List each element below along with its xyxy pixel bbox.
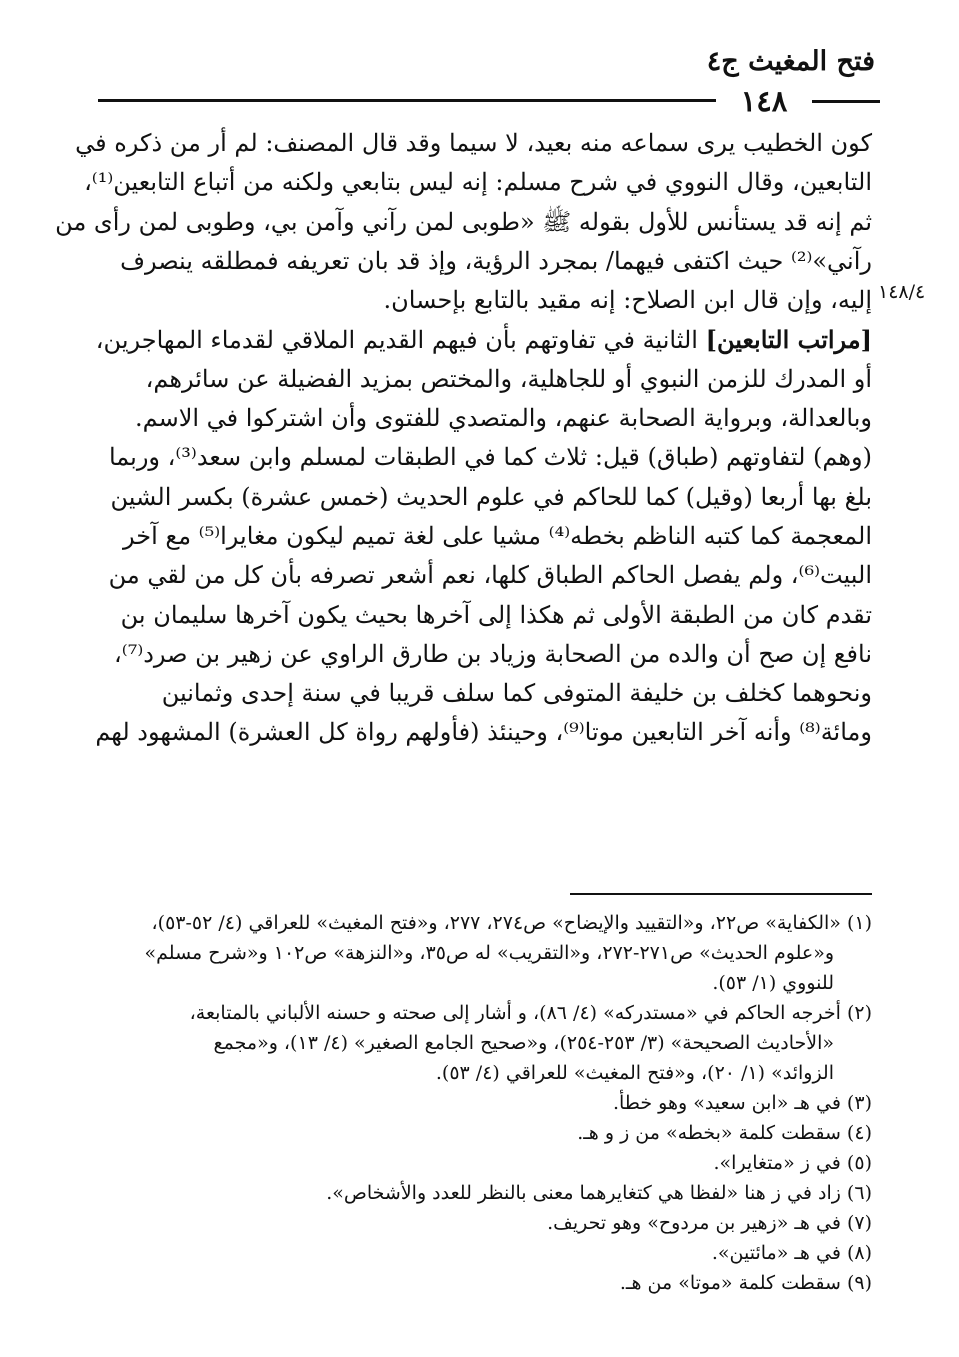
footnote-2-cont-1: «الأحاديث الصحيحة» (٣/ ٢٥٣-٢٥٤)، و«صحيح الجامع الصغير» (٤/ ١٣)، و«مجمع (213, 1032, 834, 1054)
footnote-7: (٧) في هـ «زهير بن مردوح» وهو تحريف. (547, 1212, 872, 1234)
body-line-10: بلغ بها أربعا (وقيل) كما للحاكم في علوم الحديث (خمس عشرة) بكسر الشين (110, 482, 872, 511)
footnote-3: (٣) في هـ «ابن سعيد» وهو خطأ. (612, 1092, 872, 1114)
footnote-1-cont-2: للنووي (١/ ٥٣). (712, 972, 834, 994)
body-line-1: كون الخطيب يرى سماعه منه بعيد، لا سيما وقد قال المصنف: لم أر من ذكره في (75, 129, 872, 157)
footnote-1: (١) «الكفاية» ص٢٢، و«التقييد والإيضاح» ص٢٧٤، ٢٧٧، و«فتح المغيث» للعراقي (٤/ ٥٢-٥٣)، (151, 912, 872, 934)
footnote-8: (٨) في هـ «مائتين». (711, 1242, 872, 1264)
page-number: ١٤٨ (740, 84, 788, 118)
footnote-4: (٤) سقطت كلمة «بخطه» من ز و هـ. (577, 1122, 872, 1144)
footnote-1-cont-1: و«علوم الحديث» ص٢٧١-٢٧٢، و«التقريب» له ص٣٥، و«النزهة» ص١٠٢ و«شرح مسلم» (144, 942, 834, 964)
body-line-7: أو المدرك للزمن النبوي أو للجاهلية، والمختص بمزيد الفضيلة عن سائرهم، (145, 364, 872, 393)
body-line-15: ونحوهما كخلف بن خليفة المتوفى كما سلف قريبا في سنة إحدى وثمانين (161, 679, 872, 708)
section-heading: [مراتب التابعين] (705, 325, 872, 355)
body-line-11: المعجمة كما كتبه الناظم بخطه⁽⁴⁾ مشيا على لغة تميم ليكون مغايرا⁽⁵⁾ مع آخر (123, 521, 872, 550)
body-line-2: التابعين، وقال النووي في شرح مسلم: إنه ليس بتابعي ولكنه من أتباع التابعين⁽¹⁾، (84, 168, 872, 197)
body-line-14: نافع إن صح أن والده من الصحابة وزياد بن طارق الراوي عن زهير بن صرد⁽⁷⁾، (114, 639, 872, 668)
footnote-2-cont-2: الزوائد» (١/ ٢٠)، و«فتح المغيث» للعراقي (٤/ ٥٣). (435, 1062, 834, 1084)
main-text-block (55, 124, 872, 753)
footnotes-block (98, 908, 872, 1298)
body-line-6 (95, 320, 872, 359)
body-line-6-text: الثانية في تفاوتهم بأن فيهم القديم الملاقي لقدماء المهاجرين، (95, 326, 698, 355)
margin-page-reference: ١٤٨/٤ (878, 281, 926, 303)
footnote-5: (٥) في ز «متغايرا». (713, 1152, 872, 1174)
body-line-9: (وهم) لتفاوتهم (طباق) قيل: ثلاث كما في الطبقات لمسلم وابن سعد⁽³⁾، وربما (108, 443, 872, 472)
running-head-title: فتح المغيث ج٤ (706, 46, 875, 77)
header-rule-right (812, 100, 880, 103)
footnote-6: (٦) زاد في ز هنا «لفظا هي كتغايرهما معنى بالنظر للعدد والأشخاص». (326, 1182, 872, 1204)
body-line-8: وبالعدالة، وبرواية الصحابة عنهم، والمتصدي للفتوى وأن اشتركوا في الاسم. (134, 404, 872, 433)
body-line-13: تقدم كان من الطبقة الأولى ثم هكذا إلى آخرها بحيث يكون آخرها سليمان بن (120, 600, 872, 629)
footnote-2: (٢) أخرجه الحاكم في «مستدركه» (٤/ ٨٦)، و أشار إلى صحته و حسنه الألباني بالمتابعة، (189, 1002, 872, 1024)
header-rule-left (98, 99, 716, 102)
body-line-16: ومائة⁽⁸⁾ وأنه آخر التابعين موتا⁽⁹⁾، وحينئذ (فأولهم رواة كل العشرة) المشهود لهم (95, 718, 872, 747)
footnote-9: (٩) سقطت كلمة «موتا» من هـ. (619, 1272, 872, 1294)
body-line-12: البيت⁽⁶⁾، ولم يفصل الحاكم الطباق كلها، نعم أشعر تصرفه بأن كل من لقي من (108, 561, 872, 590)
body-line-3: ثم إنه قد يستأنس للأول بقوله ﷺ «طوبى لمن رآني وآمن بي، وطوبى لمن رأى من (55, 207, 872, 236)
body-line-4: رآني»⁽²⁾ حيث اكتفى فيهما/ بمجرد الرؤية، وإذ قد بان تعريفه فمطلقه ينصرف (120, 246, 872, 275)
footnote-separator (570, 893, 872, 895)
body-line-5: إليه، وإن قال ابن الصلاح: إنه مقيد بالتابع بإحسان. (383, 286, 872, 315)
